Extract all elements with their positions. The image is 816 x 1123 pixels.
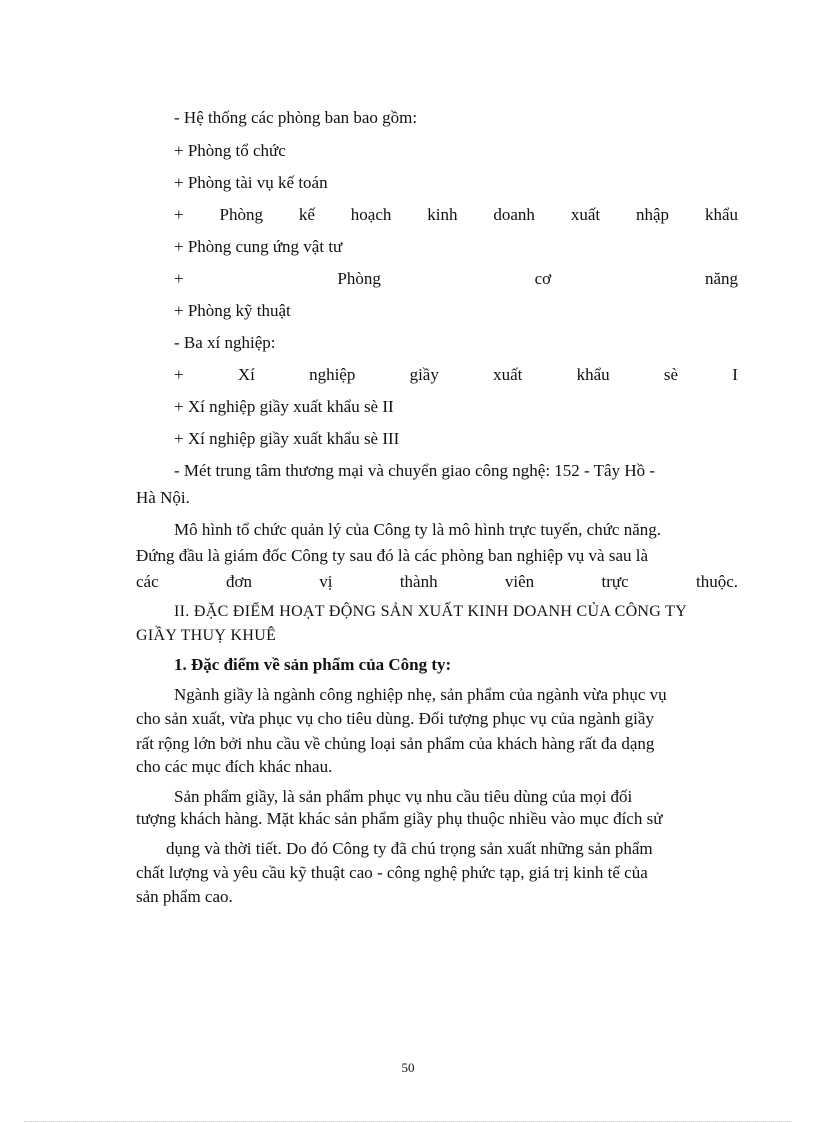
word: + <box>174 269 184 288</box>
dept-item-1: + Phòng tổ chức <box>174 141 286 160</box>
word: sè <box>663 365 679 384</box>
word: thuộc. <box>695 572 738 591</box>
para1-line-1: Ngành giầy là ngành công nghiệp nhẹ, sản phẩm của ngành vừa phục vụ <box>174 685 667 704</box>
para2-line-3: dụng và thời tiết. Do đó Công ty đã chú trọng sản xuất những sản phẩm <box>166 839 653 858</box>
word: + <box>174 365 184 384</box>
word: vị <box>319 572 333 591</box>
footer-divider <box>24 1121 792 1122</box>
word: thành <box>399 572 438 591</box>
word: giầy <box>409 365 439 384</box>
factory-intro: - Ba xí nghiệp: <box>174 333 276 352</box>
org-line-1: Mô hình tổ chức quản lý của Công ty là mô hình trực tuyến, chức năng. <box>174 520 662 539</box>
org-line-2: Đứng đầu là giám đốc Công ty sau đó là các phòng ban nghiệp vụ và sau là <box>136 546 649 565</box>
word: Phòng <box>337 269 381 288</box>
dept-item-5 <box>174 268 738 290</box>
factory-item-3: + Xí nghiệp giầy xuất khẩu sè III <box>174 429 400 448</box>
word: xuất <box>493 365 523 384</box>
word: nhập <box>636 205 670 224</box>
dept-item-4: + Phòng cung ứng vật tư <box>174 237 343 256</box>
page-number: 50 <box>401 1060 415 1075</box>
word: trực <box>601 572 629 591</box>
para2-line-1: Sản phẩm giầy, là sản phẩm phục vụ nhu cầu tiêu dùng của mọi đối <box>174 787 633 806</box>
para1-line-4: cho các mục đích khác nhau. <box>136 757 333 776</box>
org-line-3 <box>136 571 738 593</box>
word: hoạch <box>350 205 392 224</box>
factory-item-1 <box>174 364 738 386</box>
word: xuất <box>570 205 601 224</box>
section-heading-line-2: GIẦY THUỴ KHUÊ <box>136 627 277 644</box>
word: nghiệp <box>309 365 356 384</box>
dept-item-2: + Phòng tài vụ kế toán <box>174 173 328 192</box>
factory-item-2: + Xí nghiệp giầy xuất khẩu sè II <box>174 397 394 416</box>
para1-line-3: rất rộng lớn bởi nhu cầu về chủng loại sản phẩm của khách hàng rất đa dạng <box>136 734 655 753</box>
word: viên <box>504 572 535 591</box>
dept-intro: - Hệ thống các phòng ban bao gồm: <box>174 108 418 127</box>
word: doanh <box>493 205 535 224</box>
word: I <box>732 365 738 384</box>
para2-line-2: tượng khách hàng. Mặt khác sản phẩm giầy phụ thuộc nhiều vào mục đích sử <box>136 809 663 828</box>
center-line-2: Hà Nội. <box>136 488 190 507</box>
word: đơn <box>225 572 252 591</box>
center-line-1: - Mét trung tâm thương mại và chuyển giao công nghệ: 152 - Tây Hồ - <box>174 461 656 480</box>
dept-item-3 <box>174 204 738 226</box>
word: + <box>174 205 184 224</box>
word: cơ <box>534 269 552 288</box>
word: kinh <box>427 205 458 224</box>
section-heading-line-1: II. ĐẶC ĐIỂM HOẠT ĐỘNG SẢN XUẤT KINH DOANH CỦA CÔNG TY <box>174 603 688 620</box>
dept-item-6: + Phòng kỹ thuật <box>174 301 291 320</box>
para2-line-5: sản phẩm cao. <box>136 887 233 906</box>
word: khẩu <box>576 365 610 384</box>
word: các <box>136 572 159 591</box>
para2-line-4: chất lượng và yêu cầu kỹ thuật cao - công nghệ phức tạp, giá trị kinh tế của <box>136 863 648 882</box>
para1-line-2: cho sản xuất, vừa phục vụ cho tiêu dùng. Đối tượng phục vụ của ngành giầy <box>136 709 654 728</box>
word: Xí <box>237 365 255 384</box>
word: khẩu <box>704 205 738 224</box>
word: năng <box>704 269 738 288</box>
subheading: 1. Đặc điểm về sản phẩm của Công ty: <box>174 655 452 674</box>
word: Phòng <box>219 205 263 224</box>
word: kế <box>298 205 315 224</box>
